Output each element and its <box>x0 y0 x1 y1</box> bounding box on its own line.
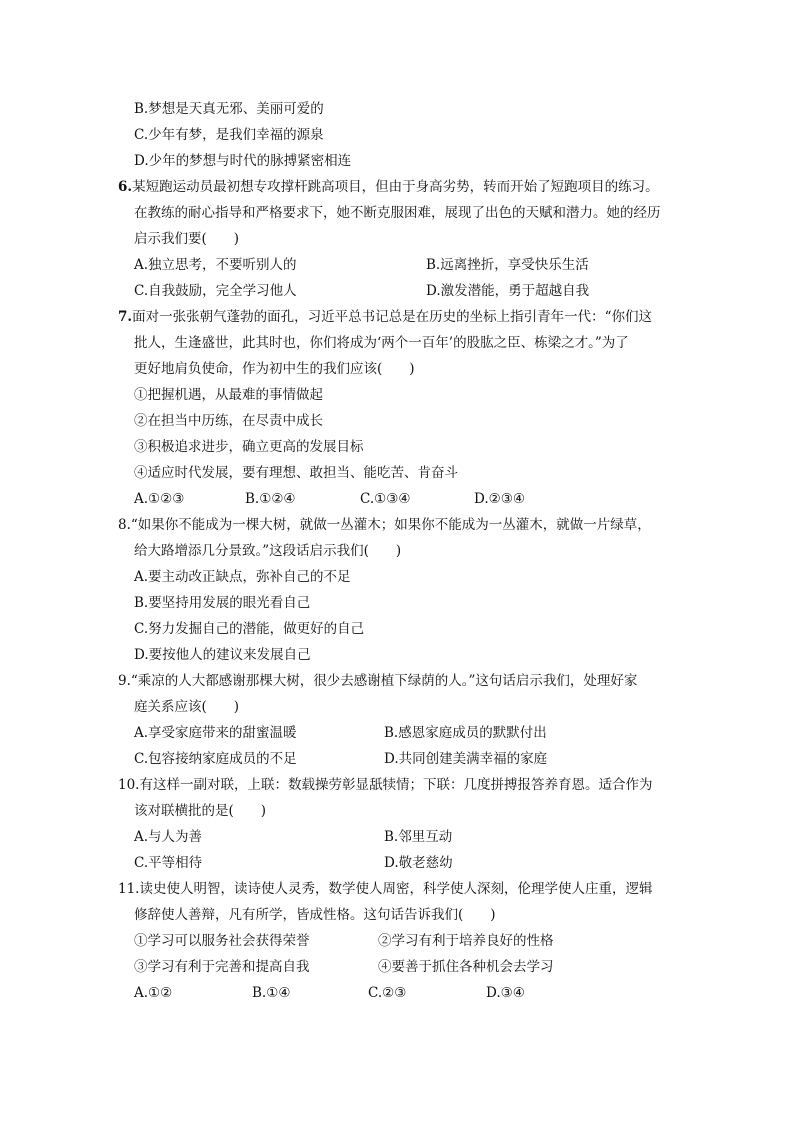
option-b: B.邻里互动 <box>384 829 453 845</box>
option-d: D.共同创建美满幸福的家庭 <box>384 751 548 767</box>
option-d: D.少年的梦想与时代的脉搏紧密相连 <box>134 153 352 169</box>
question-8: 8.“如果你不能成为一棵大树，就做一丛灌木；如果你不能成为一丛灌木，就做一片绿草， <box>118 517 651 533</box>
statement: ②学习有利于培养良好的性格 <box>378 933 554 949</box>
question-11: 11.读史使人明智，读诗使人灵秀，数学使人周密，科学使人深刻，伦理学使人庄重，逻辑 <box>118 881 653 897</box>
option-d: D.要按他人的建议来发展自己 <box>134 647 311 663</box>
option-b: B.①④ <box>252 985 291 1001</box>
option-d: D.激发潜能，勇于超越自我 <box>426 283 590 299</box>
question-text: 某短跑运动员最初想专攻撑杆跳高项目，但由于身高劣势，转而开始了短跑项目的练习。 <box>132 179 659 195</box>
option-b: B.感恩家庭成员的默默付出 <box>384 725 547 741</box>
option-c: C.包容接纳家庭成员的不足 <box>134 751 297 767</box>
question-text: 庭关系应该( ) <box>134 699 240 715</box>
question-text: 给大路增添几分景致。”这段话启示我们( ) <box>134 543 402 559</box>
question-text: 该对联横批的是( ) <box>134 803 267 819</box>
question-text: 批人，生逢盛世，此其时也，你们将成为‘两个一百年’的股肱之臣、栋梁之才。”为了 <box>134 335 629 351</box>
question-text: 修辞使人善辩，凡有所学，皆成性格。这句话告诉我们( ) <box>134 907 496 923</box>
option-a: A.要主动改正缺点，弥补自己的不足 <box>134 569 351 585</box>
question-number: 6. <box>118 179 133 195</box>
option-a: A.①②③ <box>134 491 185 507</box>
statement: ①把握机遇，从最难的事情做起 <box>134 387 323 403</box>
option-d: D.敬老慈幼 <box>384 855 453 871</box>
option-c: C.①③④ <box>360 491 411 507</box>
option-b: B.梦想是天真无邪、美丽可爱的 <box>134 101 324 117</box>
question-text: 启示我们要( ) <box>134 231 240 247</box>
question-text: 在教练的耐心指导和严格要求下，她不断克服困难，展现了出色的天赋和潜力。她的经历 <box>134 205 661 221</box>
option-c: C.②③ <box>368 985 407 1001</box>
statement: ③学习有利于完善和提高自我 <box>134 959 310 975</box>
option-d: D.③④ <box>486 985 525 1001</box>
option-c: C.少年有梦，是我们幸福的源泉 <box>134 127 324 143</box>
option-a: A.独立思考，不要听别人的 <box>134 257 297 273</box>
option-b: B.远离挫折，享受快乐生活 <box>426 257 589 273</box>
statement: ④适应时代发展，要有理想、敢担当、能吃苦、肯奋斗 <box>134 465 458 481</box>
option-a: A.享受家庭带来的甜蜜温暖 <box>134 725 297 741</box>
option-d: D.②③④ <box>474 491 525 507</box>
question-text: 面对一张张朝气蓬勃的面孔，习近平总书记总是在历史的坐标上指引青年一代：“你们这 <box>132 309 652 325</box>
question-6 <box>118 178 659 196</box>
option-c: C.努力发掘自己的潜能，做更好的自己 <box>134 621 365 637</box>
question-number: 7. <box>118 309 133 325</box>
option-b: B.要坚持用发展的眼光看自己 <box>134 595 311 611</box>
statement: ④要善于抓住各种机会去学习 <box>378 959 554 975</box>
option-c: C.平等相待 <box>134 855 203 871</box>
statement: ①学习可以服务社会获得荣誉 <box>134 933 310 949</box>
option-b: B.①②④ <box>245 491 296 507</box>
question-7 <box>118 308 652 326</box>
statement: ③积极追求进步，确立更高的发展目标 <box>134 439 364 455</box>
statement: ②在担当中历练，在尽责中成长 <box>134 413 323 429</box>
option-c: C.自我鼓励，完全学习他人 <box>134 283 297 299</box>
question-9: 9.“乘凉的人大都感谢那棵大树，很少去感谢植下绿荫的人。”这句话启示我们，处理好家 <box>118 673 638 689</box>
option-a: A.①② <box>134 985 173 1001</box>
option-a: A.与人为善 <box>134 829 203 845</box>
question-10: 10.有这样一副对联，上联：数载操劳彰显舐犊情；下联：几度拼搏报答养育恩。适合作为 <box>118 777 653 793</box>
question-text: 更好地肩负使命，作为初中生的我们应该( ) <box>134 361 415 377</box>
